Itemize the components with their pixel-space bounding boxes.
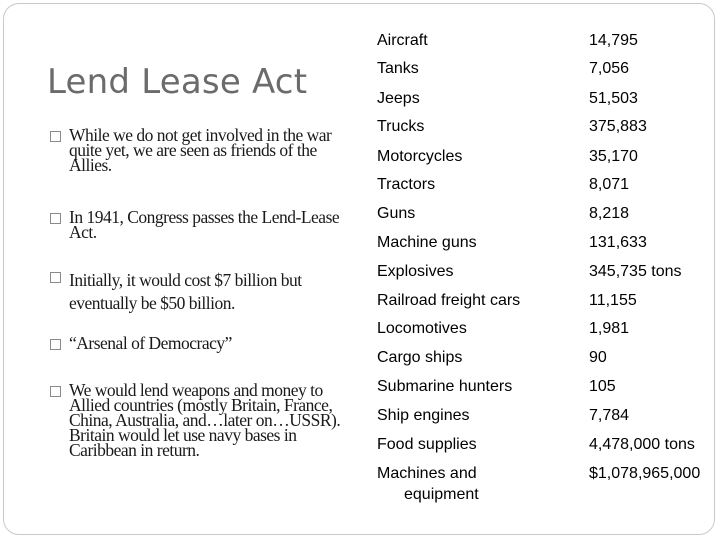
table-value: 1,981 [589,320,630,337]
table-row [377,434,720,462]
table-item: Food supplies [377,436,477,453]
square-bullet-icon [50,131,61,142]
table-item: Tanks [377,60,419,77]
table-value: 131,633 [589,234,647,251]
table-value: 7,784 [589,407,630,424]
slide-frame [3,3,715,535]
table-item: Cargo ships [377,349,463,366]
table-row [377,463,720,507]
table-value: 11,155 [589,292,637,309]
bullet-text: Initially, it would cost $7 billion but eventually be $50 billion. [69,270,302,313]
table-value: 105 [589,378,616,395]
table-value: 14,795 [589,32,638,49]
table-row [377,347,720,375]
table-item [377,463,557,505]
table-item: Ship engines [377,407,470,424]
table-item: Submarine hunters [377,378,513,395]
table-item: Trucks [377,118,425,135]
slide-title: Lend Lease Act [47,62,308,102]
table-value: 345,735 tons [589,263,682,280]
table-row [377,405,720,433]
table-value: 90 [589,349,607,366]
bullet-text: “Arsenal of Democracy” [69,333,232,353]
square-bullet-icon [50,213,61,224]
table-row [377,232,720,260]
table-item: Explosives [377,263,454,280]
table-item-line: Machines and [377,465,477,482]
table-value: 51,503 [589,90,638,107]
table-row [377,376,720,404]
table-value: 4,478,000 tons [589,436,695,453]
table-value: 7,056 [589,60,630,77]
table-item: Machine guns [377,234,477,251]
bullet-text: In 1941, Congress passes the Lend-Lease Act. [69,207,340,242]
bullet-text: We would lend weapons and money to Allied countries (mostly Britain, France, China, Australia, and…later on…USSR). Britain would let use navy bases in Caribbean in return. [69,380,341,460]
table-row [377,174,720,202]
table-value: 35,170 [589,148,638,165]
table-item: Guns [377,205,416,222]
bullet-text: While we do not get involved in the war quite yet, we are seen as friends of the Allies. [69,125,332,175]
table-value: 375,883 [589,118,647,135]
table-value: 8,218 [589,205,630,222]
table-item: Jeeps [377,90,420,107]
table-row [377,88,720,116]
table-item: Locomotives [377,320,467,337]
table-row [377,290,720,318]
table-item: Tractors [377,176,436,193]
table-value: $1,078,965,000 [589,465,701,482]
table-row [377,146,720,174]
square-bullet-icon [50,339,61,350]
table-row [377,116,720,144]
square-bullet-icon [50,272,61,283]
table-row [377,203,720,231]
table-value: 8,071 [589,176,630,193]
table-row [377,58,720,86]
table-item-line: equipment [404,486,479,503]
table-row [377,261,720,289]
table-row [377,318,720,346]
square-bullet-icon [50,386,61,397]
table-item: Motorcycles [377,148,463,165]
table-row [377,30,720,58]
table-item: Aircraft [377,32,428,49]
table-item: Railroad freight cars [377,292,521,309]
